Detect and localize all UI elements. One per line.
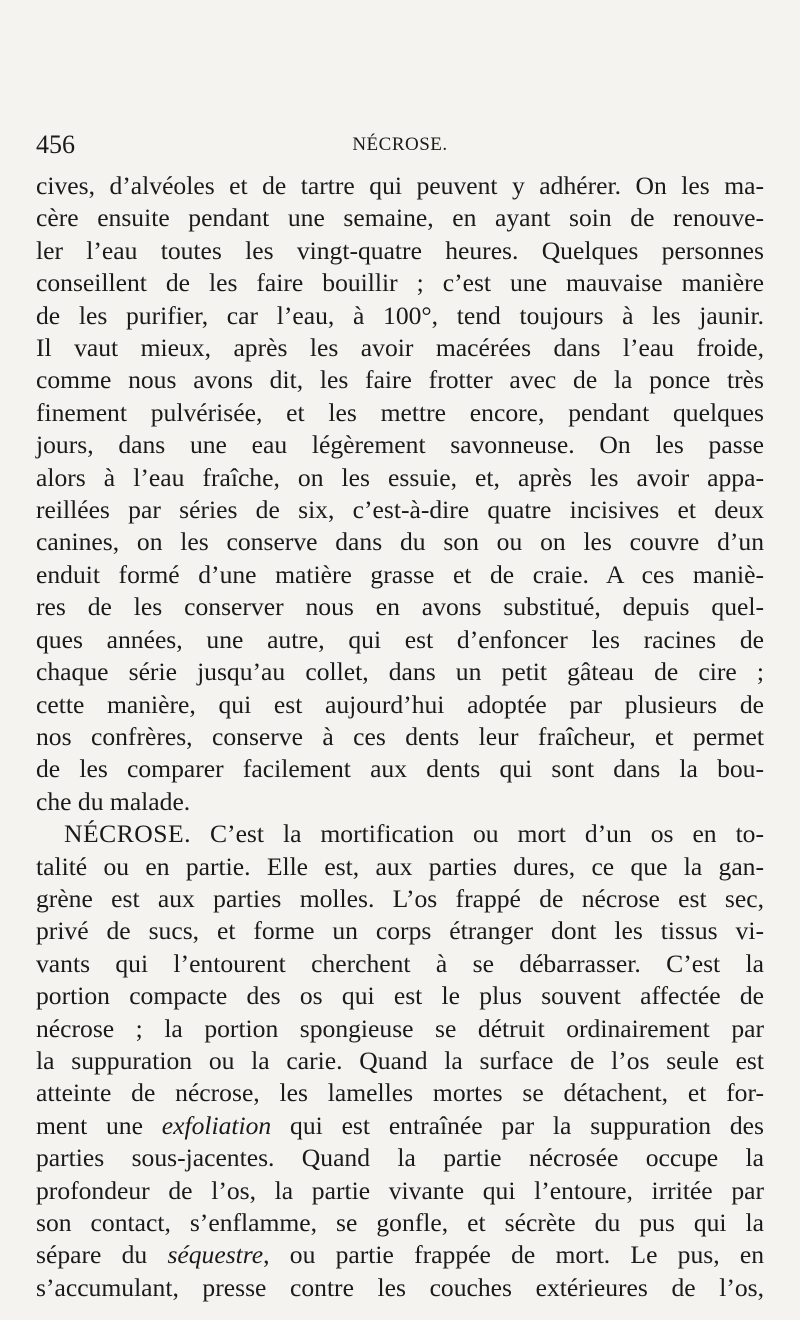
text-line: s’accumulant, presse contre les couches extérieures de l’os, <box>36 1272 764 1302</box>
italic-term-exfoliation: exfoliation <box>161 1110 272 1140</box>
text-line: son contact, s’enflamme, se gonfle, et sécrète du pus qui la <box>36 1208 764 1237</box>
text-line: enduit formé d’une matière grasse et de craie. A ces maniè- <box>36 559 764 589</box>
text-line: Il vaut mieux, après les avoir macérées dans l’eau froide, <box>36 333 764 363</box>
text-line: finement pulvérisée, et les mettre encore, pendant quelques <box>36 397 764 427</box>
running-head <box>36 126 764 170</box>
text-line: nos confrères, conserve à ces dents leur fraîcheur, et permet <box>36 721 764 751</box>
page-number: 456 <box>36 130 75 159</box>
text-line: atteinte de nécrose, les lamelles mortes se détachent, et for- <box>36 1078 764 1108</box>
text-line: jours, dans une eau légèrement savonneuse. On les passe <box>36 430 764 460</box>
text-line: de les comparer facilement aux dents qui sont dans la bou- <box>36 754 764 784</box>
text-line: reillées par séries de six, c’est-à-dire quatre incisives et deux <box>36 495 764 525</box>
text-line: chaque série jusqu’au collet, dans un petit gâteau de cire ; <box>36 657 764 687</box>
text-line: talité ou en partie. Elle est, aux parties dures, ce que la gan- <box>36 851 764 881</box>
text-line: portion compacte des os qui est le plus souvent affectée de <box>36 981 764 1011</box>
text-line: ques années, une autre, qui est d’enfoncer les racines de <box>36 624 764 654</box>
paragraph-teeth-preservation <box>36 170 764 818</box>
text-line-exfoliation <box>36 1110 764 1142</box>
entry-first-line-text: C’est la mortification ou mort d’un os en to- <box>191 819 764 849</box>
entry-necrose <box>36 818 764 1304</box>
italic-term-sequestre: séquestre <box>167 1240 264 1270</box>
text-segment: sépare du <box>36 1240 168 1270</box>
text-line: profondeur de l’os, la partie vivante qui l’entoure, irritée par <box>36 1175 764 1205</box>
text-line: privé de sucs, et forme un corps étranger dont les tissus vi- <box>36 916 764 946</box>
text-line: res de les conserver nous en avons substitué, depuis quel- <box>36 592 764 622</box>
text-segment: ment une <box>36 1110 162 1140</box>
text-segment: qui est entraînée par la suppuration des <box>271 1110 764 1140</box>
entry-headword: NÉCROSE. <box>64 819 192 849</box>
text-line: che du malade. <box>36 786 191 816</box>
text-line: ler l’eau toutes les vingt-quatre heures. Quelques personnes <box>36 235 764 265</box>
text-line: cives, d’alvéoles et de tartre qui peuvent y adhérer. On les ma- <box>36 171 764 200</box>
text-line: de les purifier, car l’eau, à 100°, tend toujours à les jaunir. <box>36 300 764 330</box>
text-line: conseillent de les faire bouillir ; c’est une mauvaise manière <box>36 268 764 298</box>
text-line: comme nous avons dit, les faire frotter avec de la ponce très <box>36 365 764 395</box>
entry-first-line <box>36 818 764 850</box>
text-line: grène est aux parties molles. L’os frappé de nécrose est sec, <box>36 883 764 913</box>
text-line: parties sous-jacentes. Quand la partie nécrosée occupe la <box>36 1143 764 1173</box>
text-line: alors à l’eau fraîche, on les essuie, et, après les avoir appa- <box>36 462 764 492</box>
text-line: vants qui l’entourent cherchent à se débarrasser. C’est la <box>36 948 764 978</box>
text-line: canines, on les conserve dans du son ou on les couvre d’un <box>36 527 764 557</box>
text-line: la suppuration ou la carie. Quand la surface de l’os seule est <box>36 1045 764 1075</box>
text-line: cette manière, qui est aujourd’hui adoptée par plusieurs de <box>36 689 764 719</box>
text-line: cère ensuite pendant une semaine, en ayant soin de renouve- <box>36 203 764 233</box>
body-text <box>36 170 764 1304</box>
text-line-sequestre <box>36 1239 764 1271</box>
text-segment: , ou partie frappée de mort. Le pus, en <box>263 1240 765 1270</box>
text-line: nécrose ; la portion spongieuse se détruit ordinairement par <box>36 1013 764 1043</box>
running-title: NÉCROSE. <box>352 134 448 155</box>
